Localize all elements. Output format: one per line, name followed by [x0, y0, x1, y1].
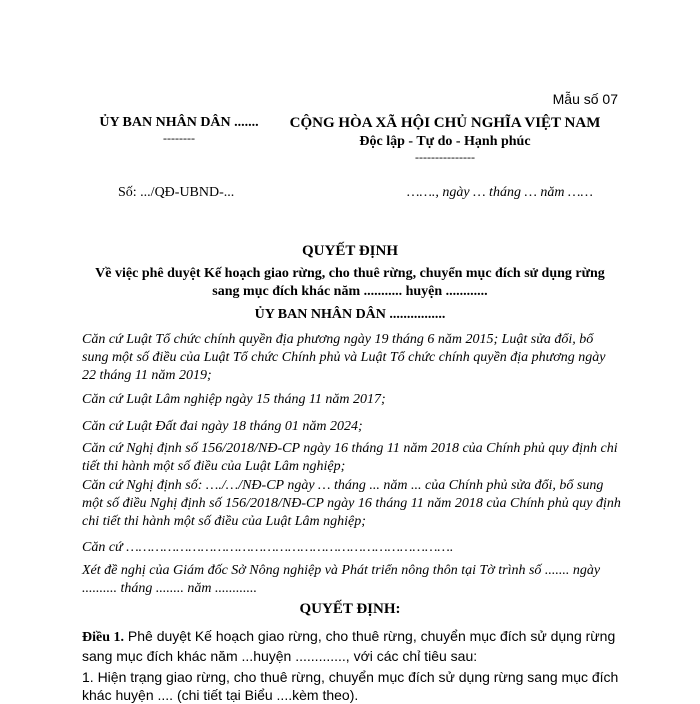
legal-basis: Căn cứ Luật Lâm nghiệp ngày 15 tháng 11 năm 2017;	[82, 392, 386, 407]
national-header	[281, 115, 609, 164]
national-motto: Độc lập - Tự do - Hạnh phúc	[359, 134, 531, 149]
issuing-agency-name: ỦY BAN NHÂN DÂN .......	[99, 115, 259, 130]
article-1-text: Phê duyệt Kế hoạch giao rừng, cho thuê rừng, chuyển mục đích sử dụng rừng sang mục đích khác năm ...huyện ............., với các chỉ tiêu sau:	[82, 628, 616, 664]
motto-underline: ---------------	[415, 150, 475, 164]
form-number: Mẫu số 07	[552, 91, 618, 107]
document-number: Số: .../QĐ-UBND-...	[118, 185, 235, 200]
country-name: CỘNG HÒA XÃ HỘI CHỦ NGHĨA VIỆT NAM	[289, 115, 601, 131]
document-title: QUYẾT ĐỊNH	[302, 243, 398, 259]
legal-basis: Căn cứ Nghị định số 156/2018/NĐ-CP ngày 16 tháng 11 năm 2018 của Chính phủ quy định chi tiết thi hành một số điều của Luật Lâm nghiệp;	[82, 441, 618, 474]
decision-heading: QUYẾT ĐỊNH:	[299, 601, 401, 617]
issuing-authority: ỦY BAN NHÂN DÂN ................	[254, 307, 446, 322]
article-1	[82, 627, 622, 665]
legal-basis: Căn cứ Luật Tổ chức chính quyền địa phương ngày 19 tháng 6 năm 2015; Luật sửa đổi, bổ sung một số điều của Luật Tổ chức Chính phủ và Luật Tổ chức chính quyền địa phương ngày 22 tháng 11 năm 2019;	[82, 332, 606, 383]
document-date: ……., ngày … tháng … năm ……	[407, 185, 593, 200]
article-1-item-1: 1. Hiện trạng giao rừng, cho thuê rừng, chuyển mục đích sử dụng rừng sang mục đích khác huyện .... (chi tiết tại Biểu ....kèm theo).	[82, 669, 619, 703]
legal-basis: Xét đề nghị của Giám đốc Sở Nông nghiệp và Phát triển nông thôn tại Tờ trình số ....... ngày .......... tháng ........ năm ............	[82, 563, 601, 596]
agency-underline: --------	[163, 131, 195, 145]
legal-basis: Căn cứ Luật Đất đai ngày 18 tháng 01 năm 2024;	[82, 419, 363, 434]
issuing-agency-header	[93, 115, 265, 145]
article-1-label: Điều 1.	[82, 630, 124, 645]
legal-basis: Căn cứ …………………………………………………………………….	[82, 540, 454, 555]
legal-basis: Căn cứ Nghị định số: …./…/NĐ-CP ngày … tháng ... năm ... của Chính phủ sửa đổi, bổ sung một số điều Nghị định số 156/2018/NĐ-CP ngày 16 tháng 11 năm 2018 của Chính phủ quy định chi tiết thi hành một số điều của Luật Lâm nghiệp;	[82, 478, 621, 529]
document-subtitle: Về việc phê duyệt Kế hoạch giao rừng, cho thuê rừng, chuyển mục đích sử dụng rừng sang mục đích khác năm ........... huyện ............	[95, 266, 605, 299]
